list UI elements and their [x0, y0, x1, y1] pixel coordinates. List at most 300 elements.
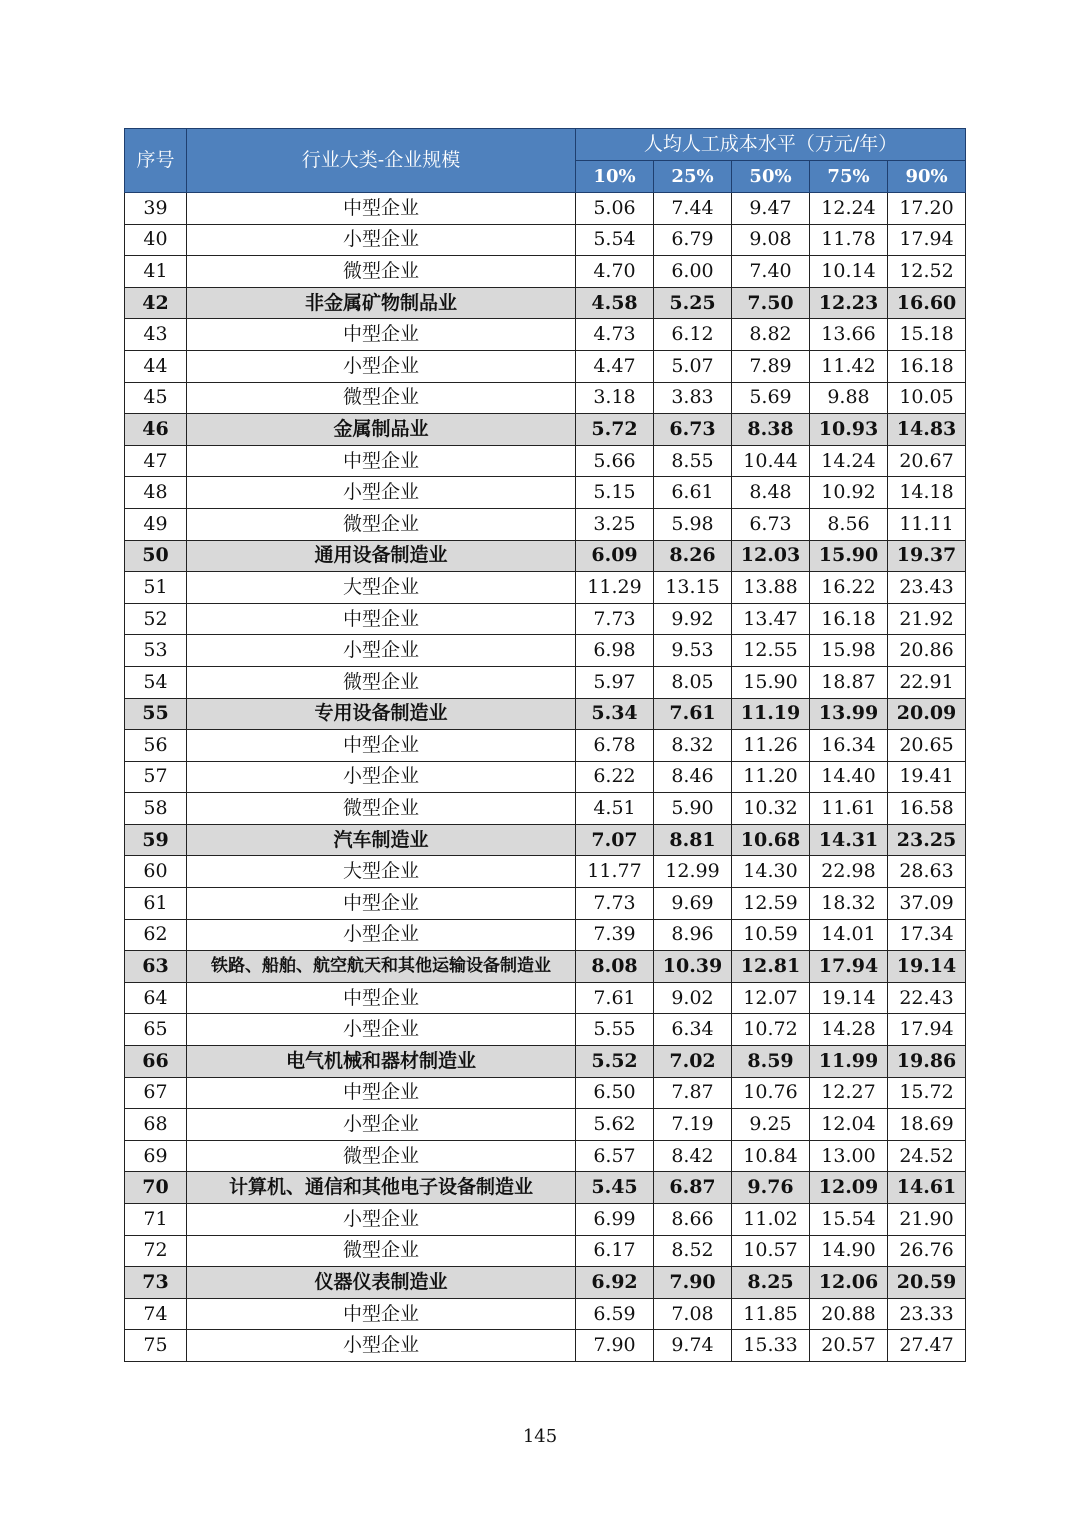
value-p75: 10.14 — [810, 256, 888, 288]
industry-row — [125, 540, 966, 572]
value-p90: 15.18 — [888, 319, 966, 351]
value-p25: 6.12 — [654, 319, 732, 351]
row-name: 小型企业 — [187, 477, 576, 509]
value-p90: 27.47 — [888, 1330, 966, 1362]
row-index: 70 — [125, 1172, 187, 1204]
value-p10: 5.97 — [576, 666, 654, 698]
value-p25: 8.55 — [654, 445, 732, 477]
value-p10: 4.70 — [576, 256, 654, 288]
table-row — [125, 382, 966, 414]
row-name: 微型企业 — [187, 1235, 576, 1267]
value-p75: 22.98 — [810, 856, 888, 888]
industry-row — [125, 824, 966, 856]
value-p50: 9.47 — [732, 193, 810, 225]
value-p90: 20.59 — [888, 1267, 966, 1299]
value-p90: 12.52 — [888, 256, 966, 288]
value-p50: 7.50 — [732, 287, 810, 319]
value-p90: 14.18 — [888, 477, 966, 509]
value-p10: 6.92 — [576, 1267, 654, 1299]
value-p25: 9.74 — [654, 1330, 732, 1362]
value-p50: 9.76 — [732, 1172, 810, 1204]
value-p25: 5.90 — [654, 793, 732, 825]
value-p75: 12.06 — [810, 1267, 888, 1299]
row-name: 微型企业 — [187, 508, 576, 540]
value-p50: 10.84 — [732, 1140, 810, 1172]
value-p75: 14.24 — [810, 445, 888, 477]
value-p25: 8.26 — [654, 540, 732, 572]
header-p90: 90% — [888, 161, 966, 193]
value-p25: 7.87 — [654, 1077, 732, 1109]
row-index: 60 — [125, 856, 187, 888]
header-p25: 25% — [654, 161, 732, 193]
table-row — [125, 477, 966, 509]
row-index: 53 — [125, 635, 187, 667]
value-p25: 8.46 — [654, 761, 732, 793]
value-p90: 24.52 — [888, 1140, 966, 1172]
row-name: 小型企业 — [187, 350, 576, 382]
header-group-title: 人均人工成本水平（万元/年） — [576, 129, 966, 161]
value-p75: 11.78 — [810, 224, 888, 256]
value-p50: 12.59 — [732, 888, 810, 920]
value-p50: 7.89 — [732, 350, 810, 382]
value-p75: 12.27 — [810, 1077, 888, 1109]
value-p10: 7.61 — [576, 982, 654, 1014]
value-p75: 18.32 — [810, 888, 888, 920]
value-p50: 14.30 — [732, 856, 810, 888]
row-name: 小型企业 — [187, 1330, 576, 1362]
row-index: 62 — [125, 919, 187, 951]
value-p50: 10.76 — [732, 1077, 810, 1109]
value-p50: 7.40 — [732, 256, 810, 288]
value-p50: 6.73 — [732, 508, 810, 540]
value-p75: 20.57 — [810, 1330, 888, 1362]
header-industry-scale: 行业大类-企业规模 — [187, 129, 576, 193]
value-p25: 8.66 — [654, 1204, 732, 1236]
value-p90: 20.86 — [888, 635, 966, 667]
value-p10: 5.52 — [576, 1046, 654, 1078]
value-p75: 12.09 — [810, 1172, 888, 1204]
value-p90: 14.61 — [888, 1172, 966, 1204]
table-row — [125, 856, 966, 888]
table-row — [125, 635, 966, 667]
value-p90: 16.60 — [888, 287, 966, 319]
row-name: 中型企业 — [187, 603, 576, 635]
row-name: 专用设备制造业 — [187, 698, 576, 730]
value-p90: 21.90 — [888, 1204, 966, 1236]
value-p10: 6.78 — [576, 730, 654, 762]
row-index: 47 — [125, 445, 187, 477]
table-row — [125, 572, 966, 604]
row-name: 仪器仪表制造业 — [187, 1267, 576, 1299]
value-p25: 7.02 — [654, 1046, 732, 1078]
value-p10: 5.55 — [576, 1014, 654, 1046]
value-p10: 5.54 — [576, 224, 654, 256]
value-p50: 13.88 — [732, 572, 810, 604]
value-p50: 9.08 — [732, 224, 810, 256]
table-row — [125, 793, 966, 825]
value-p50: 8.48 — [732, 477, 810, 509]
row-name: 大型企业 — [187, 572, 576, 604]
value-p90: 14.83 — [888, 414, 966, 446]
table-row — [125, 1330, 966, 1362]
value-p25: 8.05 — [654, 666, 732, 698]
table-row — [125, 761, 966, 793]
row-index: 42 — [125, 287, 187, 319]
row-name: 非金属矿物制品业 — [187, 287, 576, 319]
row-index: 46 — [125, 414, 187, 446]
page-number: 145 — [522, 1426, 558, 1447]
row-name: 中型企业 — [187, 1077, 576, 1109]
value-p50: 11.02 — [732, 1204, 810, 1236]
value-p90: 17.34 — [888, 919, 966, 951]
row-index: 73 — [125, 1267, 187, 1299]
row-name: 中型企业 — [187, 1298, 576, 1330]
value-p75: 14.40 — [810, 761, 888, 793]
row-name: 大型企业 — [187, 856, 576, 888]
value-p75: 15.98 — [810, 635, 888, 667]
row-name: 小型企业 — [187, 224, 576, 256]
value-p90: 19.14 — [888, 951, 966, 983]
header-p75: 75% — [810, 161, 888, 193]
row-index: 56 — [125, 730, 187, 762]
value-p50: 10.57 — [732, 1235, 810, 1267]
value-p10: 3.25 — [576, 508, 654, 540]
value-p25: 8.81 — [654, 824, 732, 856]
value-p10: 5.66 — [576, 445, 654, 477]
value-p10: 6.57 — [576, 1140, 654, 1172]
row-index: 68 — [125, 1109, 187, 1141]
row-name: 小型企业 — [187, 919, 576, 951]
value-p50: 15.33 — [732, 1330, 810, 1362]
value-p10: 11.77 — [576, 856, 654, 888]
row-index: 74 — [125, 1298, 187, 1330]
value-p75: 16.34 — [810, 730, 888, 762]
value-p75: 15.90 — [810, 540, 888, 572]
table-row — [125, 508, 966, 540]
value-p25: 6.73 — [654, 414, 732, 446]
value-p50: 8.59 — [732, 1046, 810, 1078]
row-name: 中型企业 — [187, 319, 576, 351]
value-p90: 23.25 — [888, 824, 966, 856]
row-index: 75 — [125, 1330, 187, 1362]
row-index: 66 — [125, 1046, 187, 1078]
table-row — [125, 1204, 966, 1236]
table-row — [125, 193, 966, 225]
value-p25: 6.34 — [654, 1014, 732, 1046]
value-p10: 7.90 — [576, 1330, 654, 1362]
labor-cost-table — [124, 128, 966, 1362]
row-name: 金属制品业 — [187, 414, 576, 446]
value-p75: 15.54 — [810, 1204, 888, 1236]
value-p25: 5.98 — [654, 508, 732, 540]
table-row — [125, 1109, 966, 1141]
value-p75: 12.23 — [810, 287, 888, 319]
industry-row — [125, 1172, 966, 1204]
row-index: 71 — [125, 1204, 187, 1236]
value-p50: 8.82 — [732, 319, 810, 351]
value-p75: 17.94 — [810, 951, 888, 983]
value-p90: 16.18 — [888, 350, 966, 382]
value-p50: 13.47 — [732, 603, 810, 635]
value-p10: 6.99 — [576, 1204, 654, 1236]
value-p10: 6.50 — [576, 1077, 654, 1109]
value-p50: 15.90 — [732, 666, 810, 698]
table-row — [125, 445, 966, 477]
header-p50: 50% — [732, 161, 810, 193]
value-p75: 12.24 — [810, 193, 888, 225]
row-name: 计算机、通信和其他电子设备制造业 — [187, 1172, 576, 1204]
row-index: 59 — [125, 824, 187, 856]
value-p10: 5.62 — [576, 1109, 654, 1141]
value-p90: 10.05 — [888, 382, 966, 414]
industry-row — [125, 1267, 966, 1299]
value-p90: 19.41 — [888, 761, 966, 793]
value-p25: 12.99 — [654, 856, 732, 888]
value-p25: 9.69 — [654, 888, 732, 920]
value-p75: 12.04 — [810, 1109, 888, 1141]
header-p10: 10% — [576, 161, 654, 193]
value-p10: 7.39 — [576, 919, 654, 951]
table-row — [125, 919, 966, 951]
value-p90: 37.09 — [888, 888, 966, 920]
value-p25: 9.02 — [654, 982, 732, 1014]
value-p10: 6.09 — [576, 540, 654, 572]
value-p90: 19.86 — [888, 1046, 966, 1078]
value-p50: 8.25 — [732, 1267, 810, 1299]
value-p75: 11.42 — [810, 350, 888, 382]
row-name: 小型企业 — [187, 1204, 576, 1236]
value-p25: 9.53 — [654, 635, 732, 667]
row-name: 微型企业 — [187, 793, 576, 825]
value-p10: 4.58 — [576, 287, 654, 319]
value-p25: 6.61 — [654, 477, 732, 509]
value-p90: 15.72 — [888, 1077, 966, 1109]
row-index: 67 — [125, 1077, 187, 1109]
value-p10: 5.15 — [576, 477, 654, 509]
row-index: 58 — [125, 793, 187, 825]
row-index: 39 — [125, 193, 187, 225]
value-p90: 20.67 — [888, 445, 966, 477]
value-p50: 11.19 — [732, 698, 810, 730]
value-p25: 3.83 — [654, 382, 732, 414]
value-p25: 7.90 — [654, 1267, 732, 1299]
table-row — [125, 888, 966, 920]
row-index: 65 — [125, 1014, 187, 1046]
table-row — [125, 1298, 966, 1330]
industry-row — [125, 287, 966, 319]
value-p75: 14.90 — [810, 1235, 888, 1267]
value-p10: 6.98 — [576, 635, 654, 667]
value-p75: 13.00 — [810, 1140, 888, 1172]
value-p50: 5.69 — [732, 382, 810, 414]
industry-row — [125, 1046, 966, 1078]
value-p50: 11.20 — [732, 761, 810, 793]
value-p10: 3.18 — [576, 382, 654, 414]
value-p25: 7.19 — [654, 1109, 732, 1141]
value-p90: 11.11 — [888, 508, 966, 540]
row-name: 通用设备制造业 — [187, 540, 576, 572]
industry-row — [125, 698, 966, 730]
value-p10: 5.06 — [576, 193, 654, 225]
value-p50: 8.38 — [732, 414, 810, 446]
value-p75: 14.28 — [810, 1014, 888, 1046]
row-name: 中型企业 — [187, 193, 576, 225]
value-p25: 7.44 — [654, 193, 732, 225]
value-p50: 10.72 — [732, 1014, 810, 1046]
value-p90: 28.63 — [888, 856, 966, 888]
table-row — [125, 730, 966, 762]
value-p75: 9.88 — [810, 382, 888, 414]
value-p50: 10.32 — [732, 793, 810, 825]
row-name: 汽车制造业 — [187, 824, 576, 856]
value-p50: 11.85 — [732, 1298, 810, 1330]
value-p75: 18.87 — [810, 666, 888, 698]
value-p75: 11.99 — [810, 1046, 888, 1078]
value-p75: 11.61 — [810, 793, 888, 825]
table-row — [125, 224, 966, 256]
table-row — [125, 350, 966, 382]
table-header — [125, 129, 966, 193]
row-name: 微型企业 — [187, 256, 576, 288]
value-p10: 5.34 — [576, 698, 654, 730]
value-p10: 4.51 — [576, 793, 654, 825]
value-p25: 8.42 — [654, 1140, 732, 1172]
value-p75: 13.99 — [810, 698, 888, 730]
value-p75: 13.66 — [810, 319, 888, 351]
table-row — [125, 1140, 966, 1172]
value-p25: 7.61 — [654, 698, 732, 730]
row-index: 45 — [125, 382, 187, 414]
row-index: 41 — [125, 256, 187, 288]
value-p10: 7.73 — [576, 888, 654, 920]
value-p25: 7.08 — [654, 1298, 732, 1330]
value-p90: 17.94 — [888, 1014, 966, 1046]
value-p75: 10.93 — [810, 414, 888, 446]
value-p25: 5.25 — [654, 287, 732, 319]
value-p50: 9.25 — [732, 1109, 810, 1141]
value-p10: 6.17 — [576, 1235, 654, 1267]
value-p10: 7.73 — [576, 603, 654, 635]
value-p75: 14.31 — [810, 824, 888, 856]
row-index: 52 — [125, 603, 187, 635]
row-index: 55 — [125, 698, 187, 730]
industry-row — [125, 951, 966, 983]
value-p50: 12.03 — [732, 540, 810, 572]
value-p90: 22.91 — [888, 666, 966, 698]
row-name: 微型企业 — [187, 666, 576, 698]
value-p25: 10.39 — [654, 951, 732, 983]
row-index: 49 — [125, 508, 187, 540]
value-p50: 12.81 — [732, 951, 810, 983]
row-name: 铁路、船舶、航空航天和其他运输设备制造业 — [187, 951, 576, 983]
value-p25: 13.15 — [654, 572, 732, 604]
value-p10: 7.07 — [576, 824, 654, 856]
value-p90: 17.20 — [888, 193, 966, 225]
value-p25: 8.32 — [654, 730, 732, 762]
table-row — [125, 982, 966, 1014]
row-index: 61 — [125, 888, 187, 920]
row-name: 小型企业 — [187, 761, 576, 793]
row-name: 小型企业 — [187, 635, 576, 667]
value-p10: 5.72 — [576, 414, 654, 446]
value-p90: 23.33 — [888, 1298, 966, 1330]
row-index: 50 — [125, 540, 187, 572]
value-p75: 14.01 — [810, 919, 888, 951]
value-p10: 5.45 — [576, 1172, 654, 1204]
row-name: 中型企业 — [187, 982, 576, 1014]
header-index: 序号 — [125, 129, 187, 193]
value-p50: 10.68 — [732, 824, 810, 856]
table-row — [125, 256, 966, 288]
table-row — [125, 603, 966, 635]
row-name: 小型企业 — [187, 1014, 576, 1046]
value-p50: 11.26 — [732, 730, 810, 762]
value-p25: 8.96 — [654, 919, 732, 951]
value-p90: 23.43 — [888, 572, 966, 604]
value-p25: 6.87 — [654, 1172, 732, 1204]
row-name: 中型企业 — [187, 445, 576, 477]
value-p90: 22.43 — [888, 982, 966, 1014]
row-index: 48 — [125, 477, 187, 509]
table-row — [125, 666, 966, 698]
table-row — [125, 1235, 966, 1267]
value-p10: 8.08 — [576, 951, 654, 983]
row-name: 微型企业 — [187, 382, 576, 414]
value-p25: 6.79 — [654, 224, 732, 256]
value-p50: 12.07 — [732, 982, 810, 1014]
value-p75: 16.18 — [810, 603, 888, 635]
value-p25: 5.07 — [654, 350, 732, 382]
row-index: 64 — [125, 982, 187, 1014]
table-row — [125, 319, 966, 351]
value-p90: 19.37 — [888, 540, 966, 572]
row-index: 72 — [125, 1235, 187, 1267]
row-name: 小型企业 — [187, 1109, 576, 1141]
row-index: 69 — [125, 1140, 187, 1172]
industry-row — [125, 414, 966, 446]
value-p90: 26.76 — [888, 1235, 966, 1267]
row-name: 微型企业 — [187, 1140, 576, 1172]
value-p90: 16.58 — [888, 793, 966, 825]
value-p25: 6.00 — [654, 256, 732, 288]
value-p90: 20.65 — [888, 730, 966, 762]
row-index: 40 — [125, 224, 187, 256]
value-p75: 20.88 — [810, 1298, 888, 1330]
row-index: 43 — [125, 319, 187, 351]
row-index: 57 — [125, 761, 187, 793]
row-name: 中型企业 — [187, 730, 576, 762]
value-p90: 21.92 — [888, 603, 966, 635]
value-p50: 10.59 — [732, 919, 810, 951]
value-p90: 17.94 — [888, 224, 966, 256]
value-p75: 19.14 — [810, 982, 888, 1014]
value-p75: 16.22 — [810, 572, 888, 604]
value-p10: 4.47 — [576, 350, 654, 382]
value-p10: 4.73 — [576, 319, 654, 351]
value-p90: 18.69 — [888, 1109, 966, 1141]
row-index: 44 — [125, 350, 187, 382]
value-p75: 8.56 — [810, 508, 888, 540]
row-name: 中型企业 — [187, 888, 576, 920]
value-p10: 11.29 — [576, 572, 654, 604]
value-p75: 10.92 — [810, 477, 888, 509]
value-p10: 6.22 — [576, 761, 654, 793]
value-p90: 20.09 — [888, 698, 966, 730]
value-p25: 8.52 — [654, 1235, 732, 1267]
row-index: 51 — [125, 572, 187, 604]
value-p50: 10.44 — [732, 445, 810, 477]
table-body — [125, 193, 966, 1362]
